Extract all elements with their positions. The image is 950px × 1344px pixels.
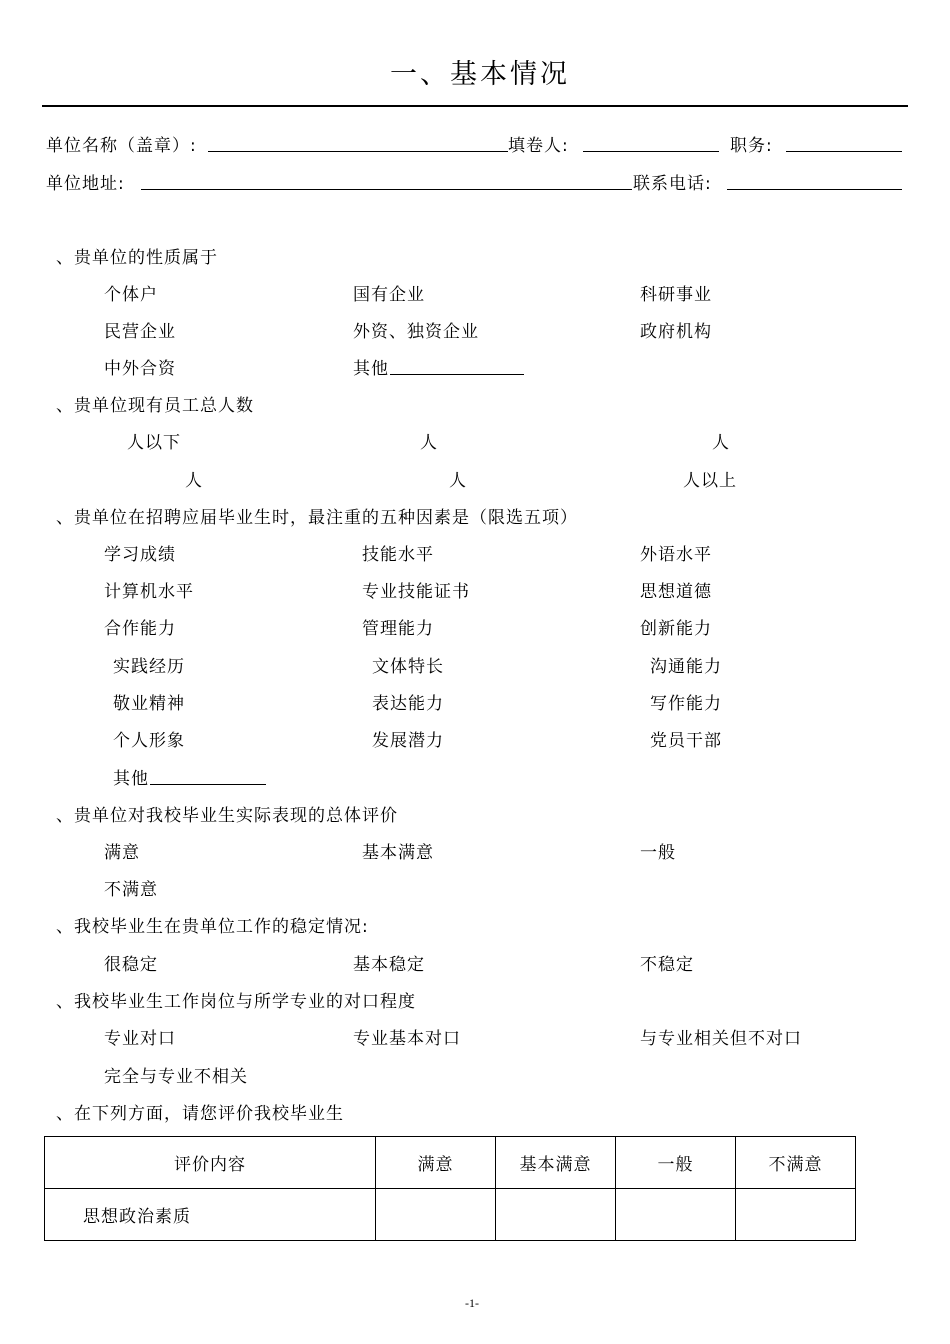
factor-other-field[interactable] <box>150 784 266 785</box>
page-number: -1- <box>465 1296 479 1310</box>
eval-unsatisfied[interactable]: 不满意 <box>104 880 158 900</box>
unit-name-field[interactable] <box>208 151 508 152</box>
factor-communication[interactable]: 沟通能力 <box>650 657 722 677</box>
stability-very-stable[interactable]: 很稳定 <box>104 955 158 975</box>
option-government[interactable]: 政府机构 <box>640 322 712 342</box>
cell-average[interactable] <box>616 1189 736 1241</box>
match-related-not-matched[interactable]: 与专业相关但不对口 <box>640 1029 802 1049</box>
cell-satisfied[interactable] <box>376 1189 496 1241</box>
question-3: 、贵单位在招聘应届毕业生时，最注重的五种因素是（限选五项） <box>56 508 578 528</box>
title-divider <box>42 105 908 107</box>
option-foreign[interactable]: 外资、独资企业 <box>353 322 479 342</box>
stability-unstable[interactable]: 不稳定 <box>640 955 694 975</box>
eval-satisfied[interactable]: 满意 <box>104 843 140 863</box>
factor-potential[interactable]: 发展潜力 <box>372 731 444 751</box>
match-basically-matched[interactable]: 专业基本对口 <box>353 1029 461 1049</box>
option-joint-venture[interactable]: 中外合资 <box>104 359 176 379</box>
header-average: 一般 <box>616 1137 736 1189</box>
address-field[interactable] <box>141 189 632 190</box>
row-label-political-quality: 思想政治素质 <box>45 1189 376 1241</box>
option-size-3[interactable]: 人 <box>712 433 730 453</box>
factor-innovation[interactable]: 创新能力 <box>640 619 712 639</box>
factor-teamwork[interactable]: 合作能力 <box>104 619 176 639</box>
cell-unsatisfied[interactable] <box>736 1189 856 1241</box>
evaluation-table <box>44 1136 856 1241</box>
factor-practice[interactable]: 实践经历 <box>113 657 185 677</box>
position-field[interactable] <box>786 151 902 152</box>
header-unsatisfied: 不满意 <box>736 1137 856 1189</box>
factor-skill-level[interactable]: 技能水平 <box>362 545 434 565</box>
cell-basically-satisfied[interactable] <box>496 1189 616 1241</box>
table-row <box>45 1189 856 1241</box>
match-matched[interactable]: 专业对口 <box>104 1029 176 1049</box>
filler-label: 填卷人: <box>508 136 569 156</box>
position-label: 职务: <box>730 136 773 156</box>
unit-name-label: 单位名称（盖章）: <box>46 136 197 156</box>
factor-image[interactable]: 个人形象 <box>113 731 185 751</box>
factor-management[interactable]: 管理能力 <box>362 619 434 639</box>
page-title: 一、基本情况 <box>390 59 570 90</box>
header-content: 评价内容 <box>45 1137 376 1189</box>
other-nature-field[interactable] <box>390 374 524 375</box>
factor-morality[interactable]: 思想道德 <box>640 582 712 602</box>
eval-average[interactable]: 一般 <box>640 843 676 863</box>
phone-label: 联系电话: <box>633 174 712 194</box>
filler-field[interactable] <box>583 151 719 152</box>
header-satisfied: 满意 <box>376 1137 496 1189</box>
factor-writing[interactable]: 写作能力 <box>650 694 722 714</box>
question-6: 、我校毕业生工作岗位与所学专业的对口程度 <box>56 992 416 1012</box>
factor-expression[interactable]: 表达能力 <box>372 694 444 714</box>
header-basically-satisfied: 基本满意 <box>496 1137 616 1189</box>
factor-foreign-language[interactable]: 外语水平 <box>640 545 712 565</box>
factor-arts-sports[interactable]: 文体特长 <box>372 657 444 677</box>
question-1: 、贵单位的性质属于 <box>56 248 218 268</box>
option-size-4[interactable]: 人 <box>185 471 203 491</box>
option-state-owned[interactable]: 国有企业 <box>353 285 425 305</box>
factor-dedication[interactable]: 敬业精神 <box>113 694 185 714</box>
address-label: 单位地址: <box>46 174 125 194</box>
factor-computer[interactable]: 计算机水平 <box>104 582 194 602</box>
table-header-row <box>45 1137 856 1189</box>
option-size-6[interactable]: 人以上 <box>683 471 737 491</box>
option-size-5[interactable]: 人 <box>449 471 467 491</box>
question-4: 、贵单位对我校毕业生实际表现的总体评价 <box>56 806 398 826</box>
question-5: 、我校毕业生在贵单位工作的稳定情况: <box>56 917 369 937</box>
eval-basically-satisfied[interactable]: 基本满意 <box>362 843 434 863</box>
stability-basically-stable[interactable]: 基本稳定 <box>353 955 425 975</box>
option-size-2[interactable]: 人 <box>420 433 438 453</box>
question-2: 、贵单位现有员工总人数 <box>56 396 254 416</box>
option-other-nature[interactable]: 其他 <box>353 359 389 379</box>
factor-party-cadre[interactable]: 党员干部 <box>650 731 722 751</box>
option-individual[interactable]: 个体户 <box>104 285 158 305</box>
match-unrelated[interactable]: 完全与专业不相关 <box>104 1067 248 1087</box>
option-research[interactable]: 科研事业 <box>640 285 712 305</box>
factor-certificates[interactable]: 专业技能证书 <box>362 582 470 602</box>
factor-other[interactable]: 其他 <box>113 769 149 789</box>
factor-grades[interactable]: 学习成绩 <box>104 545 176 565</box>
question-7: 、在下列方面，请您评价我校毕业生 <box>56 1104 344 1124</box>
option-size-1[interactable]: 人以下 <box>127 433 181 453</box>
phone-field[interactable] <box>727 189 902 190</box>
option-private[interactable]: 民营企业 <box>104 322 176 342</box>
